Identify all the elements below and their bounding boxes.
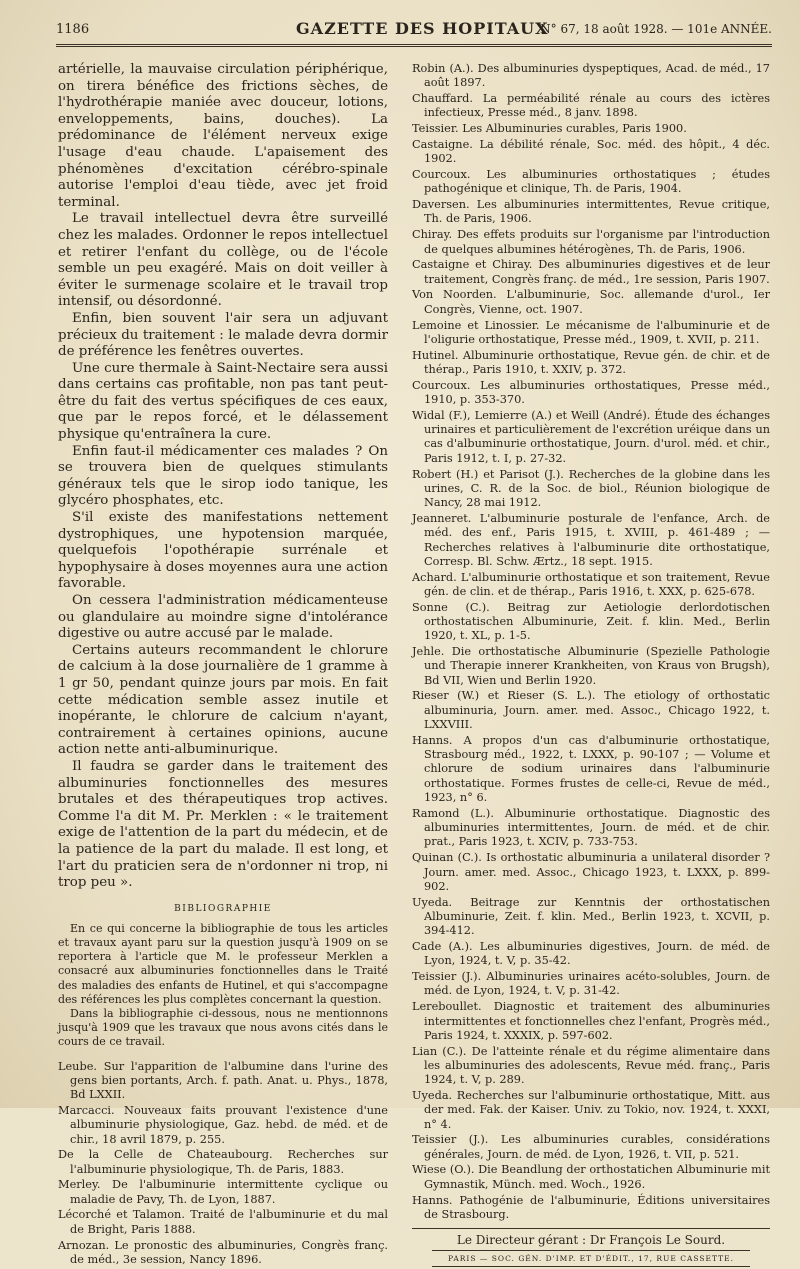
bibliography-intro: En ce qui concerne la bibliographie de tous les articles et travaux ayant paru sur la question jusqu'à 1909 on se reportera à l'article que M. le professeur Merklen a consacré aux albuminuries fonctionnelles dans le Traité des maladies des enfants de Hutinel, et qui s'accompagne des références les plus complètes concernant la question. <box>58 921 388 1006</box>
reference-item: Von Noorden. L'albuminurie, Soc. allemande d'urol., Ier Congrès, Vienne, oct. 1907. <box>412 288 770 316</box>
reference-item: Ramond (L.). Albuminurie orthostatique. Diagnostic des albuminuries intermittentes, Journ. de méd. et de chir. prat., Paris 1923, t. XCIV, p. 733-753. <box>412 806 770 849</box>
reference-item: Teissier. Les Albuminuries curables, Paris 1900. <box>412 122 687 136</box>
reference-item: Widal (F.), Lemierre (A.) et Weill (André). Étude des échanges urinaires et particulièrement de l'excrétion uréique dans un cas d'albuminurie orthostatique, Journ. d'urol. méd. et chir., Paris 1912, t. I, p. 27-32. <box>412 408 770 465</box>
header-rule <box>56 44 772 47</box>
paragraph: Le travail intellectuel devra être surveillé chez les malades. Ordonner le repos intellectuel et retirer l'enfant du collège, ou de l'école semble un peu exagéré. Mais on doit veiller à éviter le surmenage scolaire et le travail trop intensif, ou désordonné. <box>58 211 388 310</box>
paragraph: Enfin, bien souvent l'air sera un adjuvant précieux du traitement : le malade devra dormir de préférence les fenêtres ouvertes. <box>58 310 388 360</box>
reference-item: Arnozan. Le pronostic des albuminuries, Congrès franç. de méd., 3e session, Nancy 1896. <box>58 1238 388 1266</box>
page-header <box>56 16 772 46</box>
reference-item: Marcacci. Nouveaux faits prouvant l'existence d'une albuminurie physiologique, Gaz. hebd. de méd. et de chir., 18 avril 1879, p. 255. <box>58 1103 388 1146</box>
paragraph: S'il existe des manifestations nettement dystrophiques, une hypotension marquée, quelquefois l'opothérapie surrénale et hypophysaire à doses moyennes aura une action favorable. <box>58 510 388 592</box>
reference-item: Leube. Sur l'apparition de l'albumine dans l'urine des gens bien portants, Arch. f. path. Anat. u. Phys., 1878, Bd LXXII. <box>58 1059 388 1102</box>
paragraph: Enfin faut-il médicamenter ces malades ? On se trouvera bien de quelques stimulants généraux tels que le sirop iodo tanique, les glycéro phosphates, etc. <box>58 443 388 509</box>
reference-item: Lereboullet. Diagnostic et traitement des albuminuries intermittentes et fonctionnelles chez l'enfant, Progrès méd., Paris 1924, t. XXXIX, p. 597-602. <box>412 1000 770 1042</box>
bibliography-intro: Dans la bibliographie ci-dessous, nous ne mentionnons jusqu'à 1909 que les travaux que nous avons cités dans le cours de ce travail. <box>58 1006 388 1049</box>
footer-rule <box>412 1228 770 1229</box>
reference-item: Teissier (J.). Les albuminuries curables, considérations générales, Journ. de méd. de Lyon, 1926, t. VII, p. 521. <box>412 1133 770 1161</box>
reference-item: Hanns. A propos d'un cas d'albuminurie orthostatique, Strasbourg méd., 1922, t. LXXX, p. 90-107 ; — Volume et chlorure de sodium urinaires dans l'albuminurie orthostatique. Formes frustes de celle-ci, Revue de méd., 1923, n° 6. <box>412 733 770 805</box>
reference-item: Quinan (C.). Is orthostatic albuminuria a unilateral disorder ? Journ. amer. med. Assoc., Chicago 1923, t. LXXX, p. 899-902. <box>412 851 770 893</box>
reference-item: Jeanneret. L'albuminurie posturale de l'enfance, Arch. de méd. des enf., Paris 1915, t. XVIII, p. 461-489 ; — Recherches relatives à l'albuminurie dite orthostatique, Corresp. Bl. Schw. Ærtz., 18 sept. 1915. <box>412 511 770 568</box>
reference-item: Lemoine et Linossier. Le mécanisme de l'albuminurie et de l'oligurie orthostatique, Presse méd., 1909, t. XVII, p. 211. <box>412 318 770 346</box>
right-column <box>412 62 770 1267</box>
reference-item: Courcoux. Les albuminuries orthostatiques, Presse méd., 1910, p. 353-370. <box>412 378 770 407</box>
page-number: 1186 <box>56 22 90 37</box>
reference-item: Uyeda. Beitrage zur Kenntnis der orthostatischen Albuminurie, Zeit. f. klin. Med., Berlin 1923, t. XCVII, p. 394-412. <box>412 895 770 938</box>
reference-item: Daversen. Les albuminuries intermittentes, Revue critique, Th. de Paris, 1906. <box>412 198 770 226</box>
reference-item: Teissier (J.). Albuminuries urinaires acéto-solubles, Journ. de méd. de Lyon, 1924, t. V, p. 31-42. <box>412 970 770 998</box>
reference-item: Lécorché et Talamon. Traité de l'albuminurie et du mal de Bright, Paris 1888. <box>58 1208 388 1236</box>
reference-item: Lian (C.). De l'atteinte rénale et du régime alimentaire dans les albuminuries des adolescents, Revue méd. franç., Paris 1924, t. V, p. 289. <box>412 1044 770 1087</box>
bibliography-heading: BIBLIOGRAPHIE <box>174 903 272 914</box>
reference-item: Cade (A.). Les albuminuries digestives, Journ. de méd. de Lyon, 1924, t. V, p. 35-42. <box>412 940 770 968</box>
reference-item: Sonne (C.). Beitrag zur Aetiologie derlordotischen orthostatischen Albuminurie, Zeit. f. klin. Med., Berlin 1920, t. XL, p. 1-5. <box>412 600 770 643</box>
bottom-rule <box>432 1266 750 1267</box>
reference-item: Chiray. Des effets produits sur l'organisme par l'introduction de quelques albumines hétérogènes, Th. de Paris, 1906. <box>412 228 770 256</box>
reference-item: Robert (H.) et Parisot (J.). Recherches de la globine dans les urines, C. R. de la Soc. de biol., Réunion biologique de Nancy, 28 mai 1912. <box>412 467 770 510</box>
reference-item: De la Celle de Chateaubourg. Recherches sur l'albuminurie physiologique, Th. de Paris, 1883. <box>58 1148 388 1176</box>
reference-item: Castaigne. La débilité rénale, Soc. méd. des hôpit., 4 déc. 1902. <box>412 137 770 166</box>
paragraph: Une cure thermale à Saint-Nectaire sera aussi dans certains cas profitable, non pas tant peut-être du fait des vertus spécifiques de ces eaux, que par le repos forcé, et le délassement physique qu'entraînera la cure. <box>58 360 388 443</box>
director-line: Le Directeur gérant : Dr François Le Sourd. <box>456 1233 726 1248</box>
reference-item: Uyeda. Recherches sur l'albuminurie orthostatique, Mitt. aus der med. Fak. der Kaiser. Univ. zu Tokio, nov. 1924, t. XXXI, n° 4. <box>412 1088 770 1131</box>
reference-item: Merley. De l'albuminurie intermittente cyclique ou maladie de Pavy, Th. de Lyon, 1887. <box>58 1178 388 1206</box>
reference-item: Chauffard. La perméabilité rénale au cours des ictères infectieux, Presse méd., 8 janv. 1898. <box>412 92 770 120</box>
paragraph: On cessera l'administration médicamenteuse ou glandulaire au moindre signe d'intolérance digestive ou autre accusé par le malade. <box>58 593 388 642</box>
reference-item: Jehle. Die orthostatische Albuminurie (Spezielle Pathologie und Therapie innerer Krankheiten, von Kraus von Brugsh), Bd VII, Wien und Berlin 1920. <box>412 645 770 687</box>
reference-item: Castaigne et Chiray. Des albuminuries digestives et de leur traitement, Congrès franç. de méd., 1re session, Paris 1907. <box>412 258 770 286</box>
reference-item: Courcoux. Les albuminuries orthostatiques ; études pathogénique et clinique, Th. de Paris, 1904. <box>412 168 770 196</box>
paragraph: Il faudra se garder dans le traitement des albuminuries fonctionnelles des mesures brutales et des thérapeutiques trop actives. Comme l'a dit M. Pr. Merklen : « le traitement exige de l'attention de la part du médecin, et de la patience de la part du malade. Il est long, et l'art du praticien sera de n'ordonner ni trop, ni trop peu ». <box>58 758 388 891</box>
printer-line: PARIS — SOC. GÉN. D'IMP. ET D'ÉDIT., 17, RUE CASSETTE. <box>432 1250 750 1263</box>
reference-item: Rieser (W.) et Rieser (S. L.). The etiology of orthostatic albuminuria, Journ. amer. med. Assoc., Chicago 1922, t. LXXVIII. <box>412 689 770 732</box>
reference-item: Wiese (O.). Die Beandlung der orthostatichen Albuminurie mit Gymnastik, Münch. med. Woch., 1926. <box>412 1163 770 1191</box>
reference-item: Robin (A.). Des albuminuries dyspeptiques, Acad. de méd., 17 août 1897. <box>412 62 770 90</box>
reference-item: Hanns. Pathogénie de l'albuminurie, Éditions universitaires de Strasbourg. <box>412 1193 770 1221</box>
journal-title: GAZETTE DES HOPITAUX <box>296 19 549 38</box>
reference-item: Achard. L'albuminurie orthostatique et son traitement, Revue gén. de clin. et de thérap., Paris 1916, t. XXX, p. 625-678. <box>412 570 770 598</box>
left-column <box>58 62 388 1269</box>
paragraph: Certains auteurs recommandent le chlorure de calcium à la dose journalière de 1 gramme à 1 gr 50, pendant quinze jours par mois. En fait cette médication semble assez inutile et inopérante, le chlorure de calcium n'ayant, contrairement à certaines opinions, aucune action nette anti-albuminurique. <box>58 642 388 758</box>
issue-info: N° 67, 18 août 1928. — 101e ANNÉE. <box>540 22 772 36</box>
paragraph: artérielle, la mauvaise circulation périphérique, on tirera bénéfice des frictions sèches, de l'hydrothérapie maniée avec douceur, lotions, enveloppements, bains, douches). La prédominance de l'élément nerveux exige l'usage d'eau chaude. L'apaisement des phénomènes d'excitation cérébro-spinale autorise l'emploi d'eau tiède, avec jet froid terminal. <box>58 62 388 210</box>
reference-item: Hutinel. Albuminurie orthostatique, Revue gén. de chir. et de thérap., Paris 1910, t. XXIV, p. 372. <box>412 348 770 376</box>
